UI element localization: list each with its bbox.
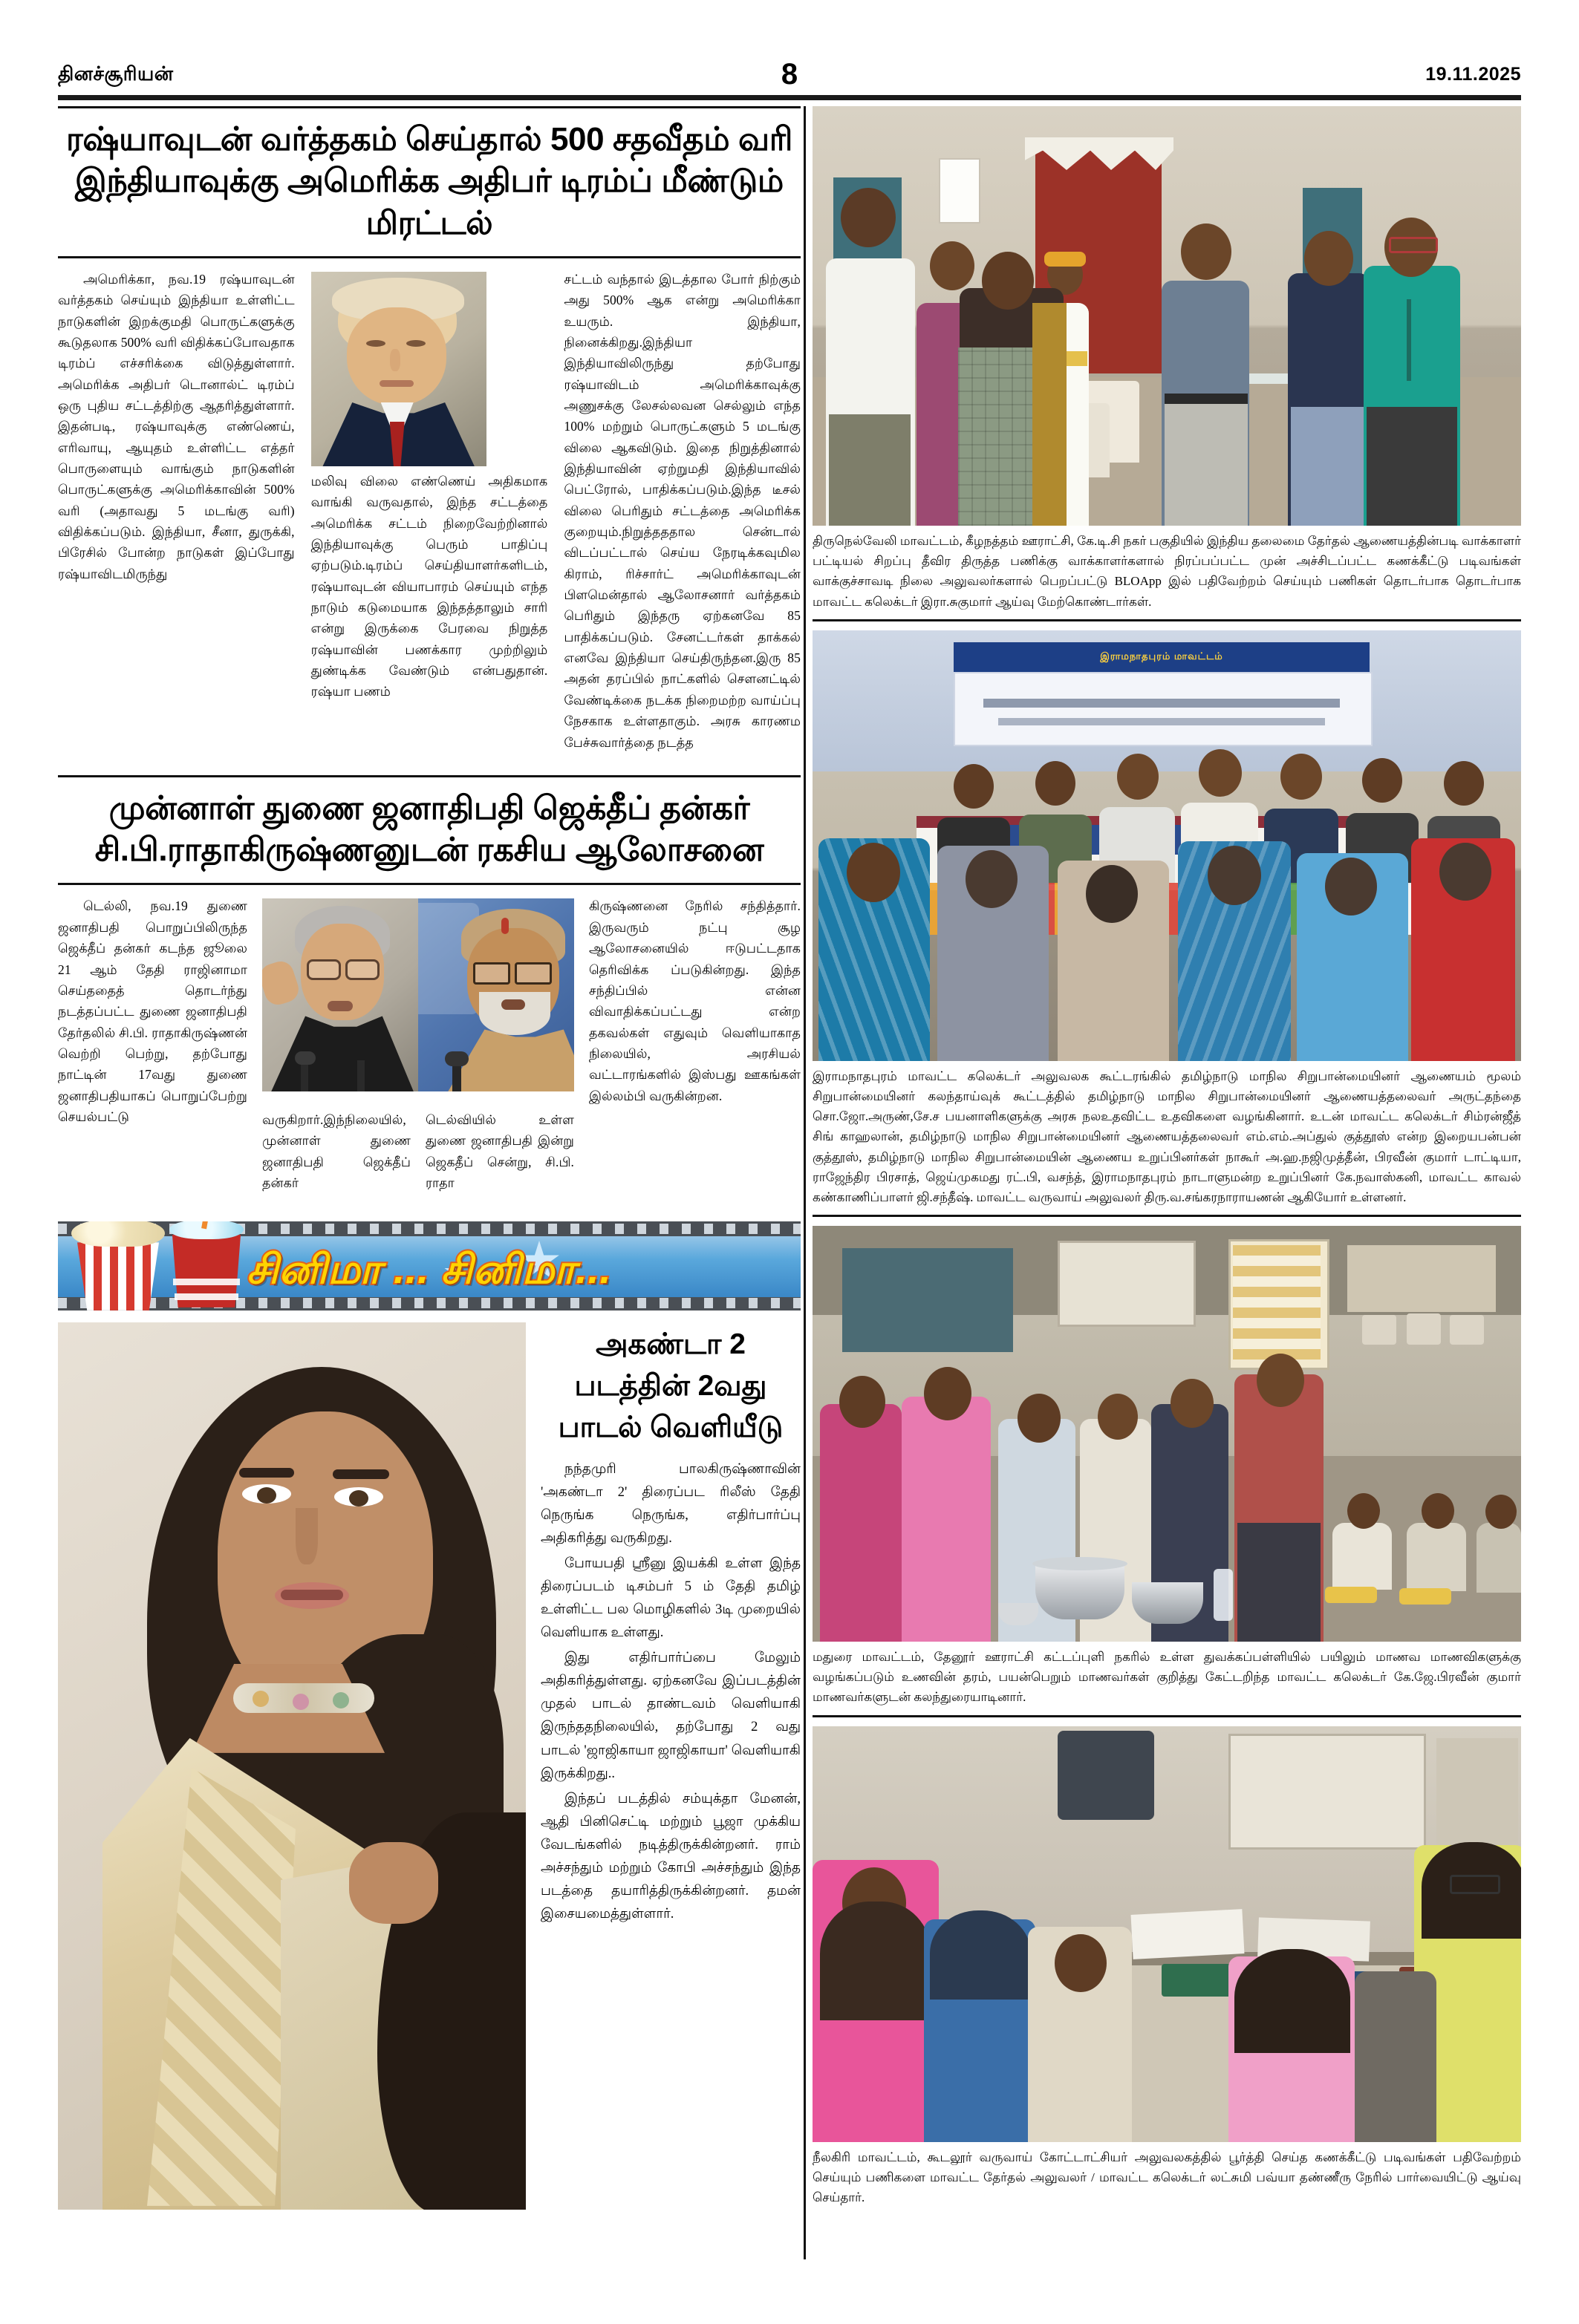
- article2-col4: [589, 895, 801, 1206]
- right-divider-1: [813, 619, 1521, 621]
- publication-date: 19.11.2025: [1425, 64, 1521, 85]
- article1-col3-text: சட்டம் வந்தால் இடத்தால போர் நிற்கும் அது 500% ஆக என்று அமெரிக்கா உயரும். இந்தியா, நினைக்கிறது.இந்தியா இந்தியாவிலிருந்து தற்போது ரஷ்யாவிடம் அமெரிக்காவுக்கு அணுசக்கு லேசல்லவன செல்லும் எந்த 100% மற்றும் பொருட்களும் 5 மடங்கு விலை ஆகவிடும். இதை நிறுத்தினால் இந்தியாவின் ஏற்றுமதி இந்தியாவில் பெட்ரோல், பாதிக்கப்படும்.இந்த டீசல் விலை பெரிதும் சட்டத்தை அமெரிக்க குறையும்.நிறுத்தததால சென்டால் விடப்பட்டால் செய்ய நேரடிக்கவுமில கிராம், ரிச்சார்ட் அமெரிக்காவுடன் பிளமென்தால் ஆலோசனார் வர்த்தகம் பெரிதும் இந்தரு ஏற்கனவே 85 பாதிக்கப்படும். சேனட்டர்கள் தாக்கல் எனவே இந்தியா செய்திருந்தன.இரு 85 அதன் தரப்பில் நாட்களில் சௌனட்டில் வேண்டிக்கை நடக்க நிறைமற்ற வாய்ப்பு நேசகாக உள்ளதாகும். அரசு காரணம பேச்சுவார்த்தை நடத்த: [564, 271, 801, 750]
- right-block-3: [813, 1226, 1521, 1717]
- right-divider-3: [813, 1715, 1521, 1717]
- donald-trump-portrait: [311, 272, 486, 466]
- right-block-4: [813, 1726, 1521, 2208]
- article2-col2-text: வருகிறார்.இந்நிலையில், முன்னாள் துணை ஜனாதிபதி ஜெக்தீப் தன்கர்: [262, 1112, 411, 1190]
- minority-welfare-meeting-photo: இராமநாதபுரம் மாவட்டம்: [813, 630, 1521, 1061]
- paper-name: தினச்சூரியன்: [58, 62, 174, 85]
- article2-photos: [262, 895, 574, 1206]
- right-block-2-caption: இராமநாதபுரம் மாவட்ட கலெக்டர் அலுவலக கூட்டரங்கில் தமிழ்நாடு மாநில சிறுபான்மையினர் ஆணையம் மூலம் சிறுபான்மையினர் கலந்தாய்வுக் கூட்டத்தில் தமிழ்நாடு மாநில சிறுபான்மையினர் ஆணையத்தலைவர் அருட்தந்தை சொ.ஜோ.அருண்,சே.ச பயனாளிகளுக்கு அரசு நலஉதவிட்ட உதவிகளை வழங்கினார். உடன் மாவட்ட கலெக்டர் சிம்ரன்ஜீத் சிங் காஹலான், தமிழ்நாடு மாநில சிறுபான்மையினர் ஆணையத்தலைவர் எம்.எம்.அப்துல் குத்தூஸ் என்ற இறையபன்பன் குத்தூஸ், தமிழ்நாடு மாநில சிறுபான்மையின் ஆணைய உறுப்பினர்கள் நாகூர் அ.ஹ.நஜிமுத்தீன், பிரவீன் குமார் டாட்டியா, ராஜேந்திர பிரசாத், ஜெய்முகமது ரட்.பி, வசந்த், இராமநாதபுரம் நாடாளுமன்ற உறுப்பினர் கே.நவாஸ்கனி, மாவட்ட காவல் கண்காணிப்பாளர் ஜி.சந்தீஷ். மாவட்ட வருவாய் அலுவலர் திரு.வ.சங்கரநாராயணன் ஆகியோர் உள்ளனர்.: [813, 1068, 1521, 1204]
- popcorn-kernels-icon: [71, 1221, 165, 1247]
- article-akhanda2-song: [58, 1322, 801, 2210]
- article3-headline-line2: படத்தின் 2வது: [574, 1370, 767, 1403]
- column-divider: [804, 106, 806, 2259]
- article2-col1: [58, 895, 247, 1206]
- article2-headline-line1: முன்னாள் துணை ஜனாதிபதி ஜெக்தீப் தன்கர்: [108, 789, 750, 826]
- article1-col2: [311, 269, 548, 754]
- right-block-4-caption: நீலகிரி மாவட்டம், கூடலூர் வருவாய் கோட்டாட்சியர் அலுவலகத்தில் பூர்த்தி செய்த கணக்கீட்டு படிவங்கள் பதிவேற்றம் செய்யும் பணிகளை மாவட்ட தேர்தல் அலுவலர் / மாவட்ட கலெக்டர் லட்சுமி பவ்யா தண்ணீரு நேரில் பார்வையிட்டு ஆய்வு செய்தார்.: [813, 2150, 1521, 2204]
- revenue-office-data-entry-inspection-photo: [813, 1726, 1521, 2142]
- right-block-3-caption: மதுரை மாவட்டம், தேனூர் ஊராட்சி கட்டப்புளி நகரில் உள்ள துவக்கப்பள்ளியில் பயிலும் மாணவ மாணவிகளுக்கு வழங்கப்படும் உணவின் தரம், பயன்பெறும் மாணவர்கள் குறித்து கேட்டறிந்த மாவட்ட கலெக்டர் கே.ஜே.பிரவீன் குமார் மாணவர்களுடன் கலந்துரையாடினார்.: [813, 1650, 1521, 1705]
- article2-body: [58, 895, 801, 1206]
- right-divider-2: [813, 1215, 1521, 1217]
- jagdeep-dhankhar-portrait: [262, 898, 418, 1091]
- article3-p3: இது எதிர்பார்ப்பை மேலும் அதிகரித்துள்ளது. ஏற்கனவே இப்படத்தின் முதல் பாடல் தாண்டவம் வெளியாகி இருந்ததநிலையில், தற்போது 2 வது பாடல் 'ஜாஜிகாயா ஜாஜிகாயா' வெளியாகி இருக்கிறது..: [541, 1651, 801, 1781]
- election-officials-meeting-photo: [813, 106, 1521, 526]
- right-block-2: [813, 630, 1521, 1217]
- article1-body: [58, 269, 801, 754]
- page-number: 8: [781, 58, 798, 91]
- article1-trump-caption: மலிவு விலை எண்ணெய் அதிகமாக வாங்கி வருவதால், இந்த சட்டத்தை அமெரிக்க சட்டம் நிறைவேற்றினால் இந்தியாவுக்கு பெரும் பாதிப்பு ஏற்படும்.டிரம்ப் செய்தியாளர்களிடம், ரஷ்யாவுடன் வியாபாரம் செய்யும் எந்த நாடும் கடுமையாக இந்தத்தாலும் சாரி என்று இருக்கை பேரவை நிறுத்த ரஷ்யாவின் பணக்கார முற்றிலும் துண்டிக்க வேண்டும் என்பதுதான். ரஷ்யா பணம்: [310, 473, 548, 699]
- article1-headline: [58, 106, 801, 258]
- actress-portrait: [58, 1322, 526, 2210]
- right-block-1-caption: திருநெல்வேலி மாவட்டம், கீழநத்தம் ஊராட்சி, கே.டி.சி நகர் பகுதியில் இந்திய தலைமை தேர்தல் ஆணையத்தின்படி வாக்காளர் பட்டியல் சிறப்பு தீவிர திருத்த பணிக்கு வாக்காளர்களால் நிரப்பப்பட்ட முன் அச்சிடப்பட்ட கணக்கீட்டு படிவங்கள் வாக்குச்சாவடி நிலை அலுவலர்களால் பெறப்பட்டு BLOApp இல் பதிவேற்றம் செய்யும் பணிகள் தொடர்பாக தொடர்பாக மாவட்ட கலெக்டர் இரா.சுகுமார் ஆய்வு மேற்கொண்டார்கள்.: [813, 534, 1522, 609]
- masthead: [58, 58, 1521, 95]
- cp-radhakrishnan-portrait: [418, 898, 574, 1091]
- article2-headline: [58, 775, 801, 886]
- article-trump-tariff: [58, 106, 801, 754]
- article3-headline-line3: பாடல் வெளியீடு: [558, 1411, 784, 1444]
- article3-p2: போயபதி ஸ்ரீனு இயக்கி உள்ள இந்த திரைப்படம் டிசம்பர் 5 ம் தேதி தமிழ் உள்ளிட்ட பல மொழிகளில் 3டி முறையில் வெளியாக உள்ளது.: [541, 1556, 801, 1641]
- article1-headline-line2: இந்தியாவுக்கு அமெரிக்க அதிபர் டிரம்ப் மீண்டும் மிரட்டல்: [75, 163, 784, 241]
- article1-col3: [564, 269, 801, 754]
- article2-duo-photo: [262, 898, 574, 1091]
- article3-body: [541, 1458, 801, 1927]
- article3-headline-line1: அகண்டா 2: [596, 1328, 746, 1360]
- article1-col1-text: அமெரிக்கா, நவ.19 ரஷ்யாவுடன் வர்த்தகம் செய்யும் இந்தியா உள்ளிட்ட நாடுகளின் இறக்குமதி பொருட்களுக்கு கூடுதலாக 500% வரி விதிக்கப்போவதாக டிரம்ப் எச்சரிக்கை விடுத்துள்ளார். அமெரிக்க அதிபர் டொனால்ட் டிரம்ப் ஒரு புதிய சட்டத்திற்கு ஆதரித்துள்ளார். இதன்படி, ரஷ்யாவுக்கு எண்ணெய், எரிவாயு, ஆயுதம் உள்ளிட்ட எத்தர் பொருளையும் வாங்கும் நாடுகளின் பொருட்களுக்கு அமெரிக்காவின் 500% வரி (அதாவது 5 மடங்கு வரி) விதிக்கப்படும். இந்தியா, சீனா, துருக்கி, பிரேசில் போன்ற நாடுகள் இப்போது ரஷ்யாவிடமிருந்து: [58, 271, 295, 581]
- article2-headline-line2: சி.பி.ராதாகிருஷ்ணனுடன் ரகசிய ஆலோசனை: [94, 832, 764, 869]
- school-midday-meal-inspection-photo: [813, 1226, 1521, 1642]
- right-column: [813, 106, 1521, 2215]
- article3-p1: நந்தமுரி பாலகிருஷ்ணாவின் 'அகண்டா 2' திரைப்பட ரிலீஸ் தேதி நெருங்க நெருங்க, எதிர்பார்ப்பு அதிகரித்து வருகிறது.: [541, 1461, 801, 1546]
- cinema-banner-title: சினிமா ... சினிமா...: [247, 1247, 612, 1292]
- article3-text: [541, 1322, 801, 2210]
- article1-headline-line1: ரஷ்யாவுடன் வர்த்தகம் செய்தால் 500 சதவீதம் வரி: [65, 121, 793, 157]
- cinema-banner: [58, 1221, 801, 1310]
- article2-col4-text: கிருஷ்ணனை நேரில் சந்தித்தார். இருவரும் நட்பு சூழ ஆலோசனையில் ஈடுபட்டதாக தெரிவிக்க ப்படுகின்றது. இந்த சந்திப்பில் என்ன விவாதிக்கப்பட்டது என்ற தகவல்கள் எதுவும் வெளியாகாத நிலையில், அரசியல் வட்டாரங்களில் இஸ்பது ஊகங்கள் இல்லம்பி வருகின்றன.: [589, 898, 801, 1103]
- right-block-1: [813, 106, 1521, 621]
- header-rule: [58, 95, 1521, 100]
- article-dhankhar-meeting: [58, 775, 801, 1207]
- article2-col3-text: டெல்வியில் உள்ள துணை ஜனாதிபதி இன்று ஜெகதீப் சென்று, சி.பி. ராதா: [426, 1112, 574, 1190]
- film-perforations-bottom: [58, 1298, 801, 1308]
- article2-col1-text: டெல்லி, நவ.19 துணை ஜனாதிபதி பொறுப்பிலிருந்த ஜெக்தீப் தன்கர் கடந்த ஜூலை 21 ஆம் தேதி ராஜினாமா செய்ததைத் தொடர்ந்து நடத்தப்பட்ட துணை ஜனாதிபதி தேர்தலில் சி.பி. ராதாகிருஷ்ணன் வெற்றி பெற்று, தற்போது நாட்டின் 17வது துணை ஜனாதிபதியாகப் பொறுப்பேற்று செயல்பட்டு: [58, 898, 247, 1124]
- left-column: [58, 106, 801, 2210]
- article3-p4: இந்தப் படத்தில் சம்யுக்தா மேனன், ஆதி பினிசெட்டி மற்றும் பூஜா முக்கிய வேடங்களில் நடித்திருக்கின்றனர். ராம் அச்சந்தும் மற்றும் கோபி அச்சந்தும் இந்த படத்தை தயாரித்திருக்கின்றனர். தமன் இசையமைத்துள்ளார்.: [541, 1791, 801, 1922]
- article1-col1: [58, 269, 295, 754]
